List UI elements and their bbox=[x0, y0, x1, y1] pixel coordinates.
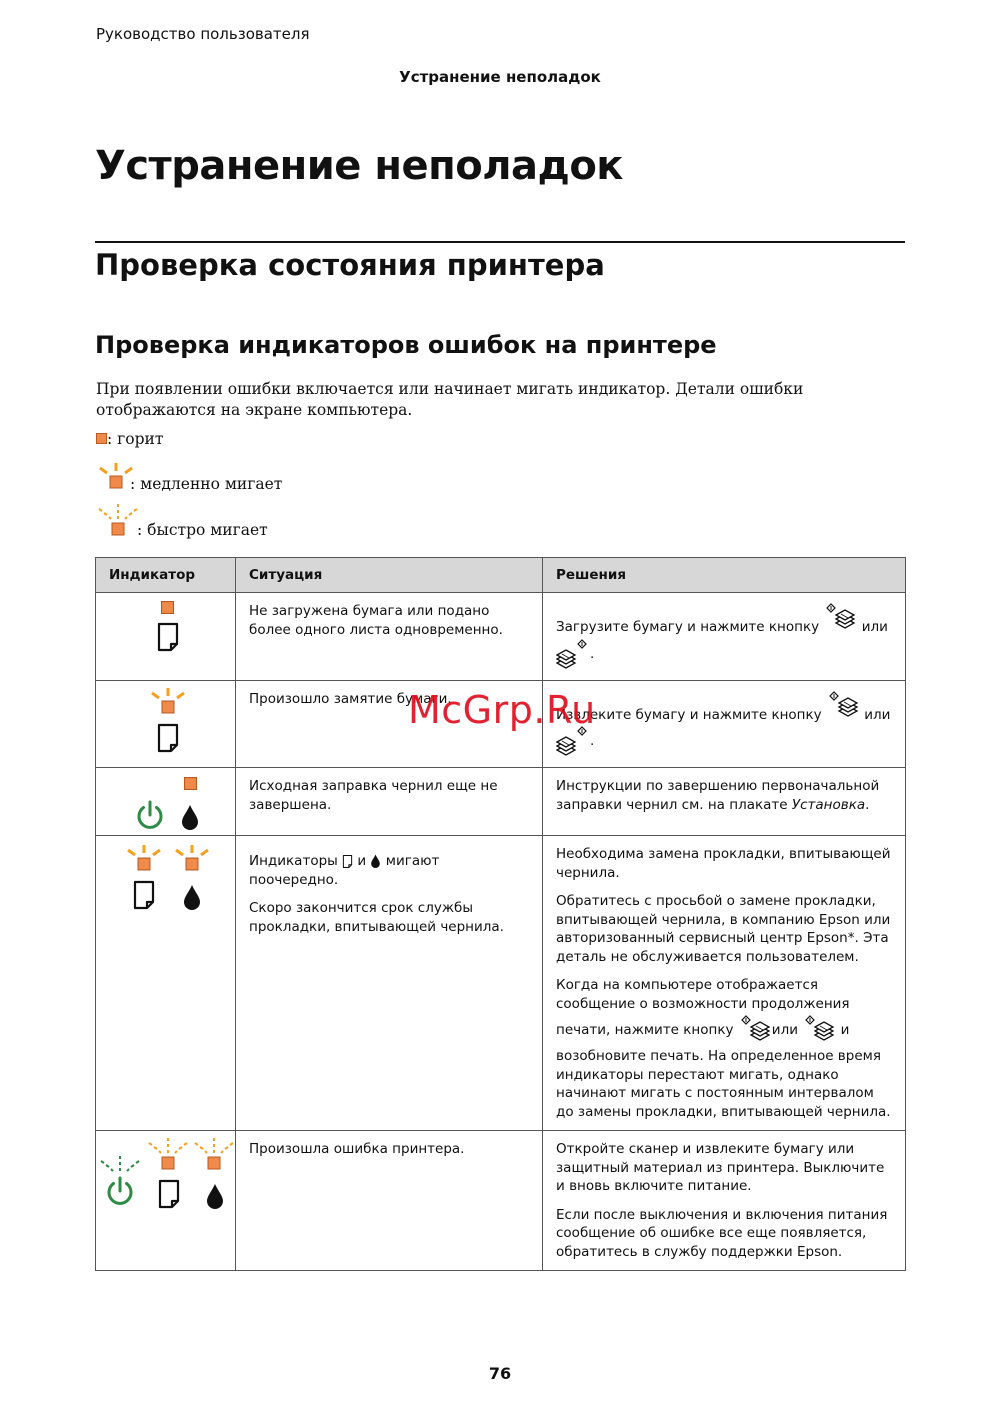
solution-end: . bbox=[590, 645, 595, 662]
running-header: Руководство пользователя bbox=[96, 25, 310, 43]
indicator-cell bbox=[96, 836, 236, 1131]
light-fast-blink-icon bbox=[192, 1137, 236, 1173]
solution-end: . bbox=[590, 733, 595, 749]
situation-text: Произошла ошибка принтера. bbox=[249, 1141, 465, 1157]
light-on-icon bbox=[184, 777, 197, 790]
header-situation: Ситуация bbox=[236, 558, 543, 593]
header-solution: Решения bbox=[543, 558, 906, 593]
paper-icon bbox=[156, 723, 180, 753]
power-icon bbox=[104, 1175, 136, 1207]
ink-drop-icon bbox=[180, 804, 200, 830]
page-title: Устранение неполадок bbox=[95, 143, 623, 189]
legend-on-label: : горит bbox=[107, 430, 164, 448]
solution-or: или bbox=[771, 1022, 798, 1038]
solution-p3-text-2: и возобновите печать. На определенное время индикаторы перестают мигать, однако начинают мигать с постоянным интервалом до замены прокладки, впитывающей чернила. bbox=[556, 1022, 891, 1120]
situation-note: Скоро закончится срок службы прокладки, впитывающей чернила. bbox=[249, 900, 504, 935]
solution-or: или bbox=[861, 619, 888, 635]
situation-text: Не загружена бумага или подано более одного листа одновременно. bbox=[249, 603, 503, 638]
paper-icon bbox=[157, 1179, 181, 1209]
solution-text: Извлеките бумагу и нажмите кнопку bbox=[556, 706, 822, 723]
solution-p2: Если после выключения и включения питания сообщение об ошибке все еще появляется, обратитесь в службу поддержки Epson. bbox=[556, 1206, 888, 1260]
paper-start-button-icon bbox=[826, 689, 860, 723]
solution-cell bbox=[543, 768, 906, 836]
table-row bbox=[96, 836, 906, 1131]
solution-or: или bbox=[864, 706, 891, 723]
power-fast-blink-icon bbox=[98, 1155, 142, 1175]
ink-drop-icon bbox=[205, 1183, 225, 1209]
light-fast-blink-icon bbox=[146, 1137, 190, 1173]
situation-cell bbox=[236, 1131, 543, 1271]
legend-on bbox=[96, 430, 163, 448]
situation-cell bbox=[236, 836, 543, 1131]
page-number: 76 bbox=[488, 1364, 512, 1383]
ink-drop-icon bbox=[370, 854, 381, 868]
title-rule bbox=[95, 241, 905, 243]
intro-paragraph: При появлении ошибки включается или начинает мигать индикатор. Детали ошибки отображаются на экране компьютера. bbox=[96, 380, 804, 419]
table-row bbox=[96, 768, 906, 836]
subsection-title: Проверка индикаторов ошибок на принтере bbox=[95, 331, 717, 359]
situation-and: и bbox=[357, 853, 367, 869]
light-slow-blink-icon bbox=[124, 844, 164, 876]
table-row bbox=[96, 1131, 906, 1271]
solution-p1: Необходима замена прокладки, впитывающей чернила. bbox=[556, 846, 891, 881]
solution-text: Инструкции по завершению первоначальной заправки чернил см. на плакате bbox=[556, 778, 880, 813]
ink-drop-icon bbox=[182, 884, 202, 910]
indicator-cell bbox=[96, 768, 236, 836]
light-on-icon bbox=[161, 601, 174, 614]
light-fast-blink-icon bbox=[96, 503, 140, 539]
table-header-row bbox=[96, 558, 906, 593]
situation-text: Индикаторы bbox=[249, 853, 338, 869]
table-row bbox=[96, 593, 906, 681]
section-title: Проверка состояния принтера bbox=[95, 248, 605, 282]
solution-p2: Обратитесь с просьбой о замене прокладки, впитывающей чернила, в компанию Epson или авторизованный сервисный центр Epson*. Эта деталь не обслуживается пользователем. bbox=[556, 893, 891, 965]
paper-start-button-icon bbox=[556, 637, 590, 671]
paper-start-button-icon bbox=[823, 601, 857, 635]
indicator-cell bbox=[96, 593, 236, 681]
legend-fast-label: : быстро мигает bbox=[137, 521, 268, 539]
light-slow-blink-icon bbox=[172, 844, 212, 876]
solution-cell bbox=[543, 593, 906, 681]
solution-poster-name: Установка bbox=[791, 796, 866, 813]
solution-cell bbox=[543, 836, 906, 1131]
situation-cell bbox=[236, 768, 543, 836]
header-indicator: Индикатор bbox=[96, 558, 236, 593]
power-icon bbox=[134, 799, 166, 831]
legend-slow-label: : медленно мигает bbox=[130, 475, 283, 493]
situation-text-2: мигают поочередно. bbox=[249, 853, 440, 888]
solution-cell bbox=[543, 1131, 906, 1271]
situation-text: Исходная заправка чернил еще не завершена. bbox=[249, 778, 498, 813]
paper-start-button-icon bbox=[802, 1013, 836, 1047]
solution-end: . bbox=[865, 796, 870, 813]
solution-text: Загрузите бумагу и нажмите кнопку bbox=[556, 619, 820, 635]
paper-icon bbox=[132, 880, 156, 910]
indicator-cell bbox=[96, 680, 236, 768]
paper-icon bbox=[156, 622, 180, 652]
section-header: Устранение неполадок bbox=[399, 68, 601, 86]
solution-p1: Откройте сканер и извлеките бумагу или защитный материал из принтера. Выключите и вновь включите питание. bbox=[556, 1141, 885, 1194]
situation-cell bbox=[236, 593, 543, 681]
paper-start-button-icon bbox=[738, 1013, 772, 1047]
legend-fast bbox=[96, 503, 396, 539]
paper-icon bbox=[342, 854, 353, 869]
solution-cell bbox=[543, 680, 906, 768]
solution-p3-text: Когда на компьютере отображается сообщение о возможности продолжения печати, нажмите кнопку bbox=[556, 977, 850, 1038]
light-on-icon bbox=[96, 433, 107, 444]
watermark: McGrp.Ru bbox=[408, 688, 596, 732]
situation-text: Произошло замятие бумаги. bbox=[249, 690, 452, 707]
indicator-cell bbox=[96, 1131, 236, 1271]
legend-slow bbox=[96, 462, 396, 494]
indicator-table bbox=[95, 557, 906, 1271]
light-slow-blink-icon bbox=[148, 687, 188, 719]
